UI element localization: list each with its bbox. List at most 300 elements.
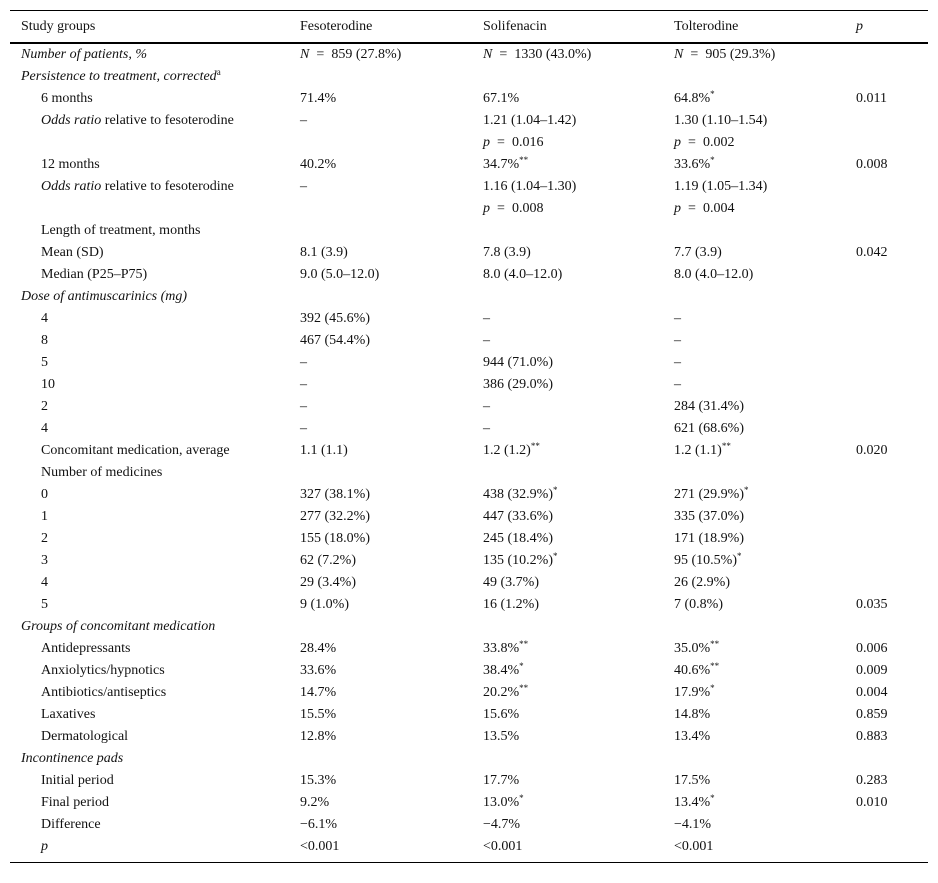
label-text: 1	[41, 509, 48, 524]
cell-text: 386 (29.0%)	[483, 377, 553, 392]
cell-text: 438 (32.9%)	[483, 487, 553, 502]
table-row	[10, 462, 928, 484]
label-text: 4	[41, 421, 48, 436]
value-cell	[663, 528, 845, 550]
value-cell	[663, 43, 845, 66]
value-cell	[663, 506, 845, 528]
significance-mark: **	[721, 441, 731, 451]
value-cell	[289, 418, 472, 440]
section-row	[10, 616, 928, 638]
value-cell	[289, 286, 472, 308]
row-label	[10, 440, 289, 462]
header-study-groups: Study groups	[10, 11, 289, 43]
value-cell	[663, 242, 845, 264]
table-header	[10, 11, 928, 43]
p-symbol: p	[483, 201, 490, 216]
value-cell	[289, 660, 472, 682]
table-row	[10, 682, 928, 704]
cell-text: 0.011	[856, 91, 887, 106]
value-cell	[663, 836, 845, 862]
cell-text: 28.4%	[300, 641, 337, 656]
equals-sign: =	[316, 47, 325, 62]
row-label	[10, 836, 289, 862]
cell-text: 7.8 (3.9)	[483, 245, 531, 260]
table-row	[10, 638, 928, 660]
cell-text: –	[674, 355, 681, 370]
significance-mark: *	[710, 683, 715, 693]
cell-text: −4.1%	[674, 817, 712, 832]
equals-sign: =	[499, 47, 508, 62]
p-value: 0.004	[703, 201, 735, 216]
value-cell	[472, 154, 663, 176]
value-cell	[472, 748, 663, 770]
significance-mark: *	[744, 485, 749, 495]
label-text: Concomitant medication, average	[41, 443, 230, 458]
cell-text: <0.001	[674, 839, 714, 854]
value-cell	[845, 484, 928, 506]
row-label	[10, 418, 289, 440]
cell-text: –	[300, 179, 307, 194]
label-text: 5	[41, 355, 48, 370]
n-symbol: N	[483, 47, 493, 62]
header-p: p	[845, 11, 928, 43]
cell-text: 467 (54.4%)	[300, 333, 370, 348]
value-cell	[289, 440, 472, 462]
value-cell	[472, 308, 663, 330]
n-value: 859 (27.8%)	[331, 47, 402, 62]
row-label	[10, 594, 289, 616]
value-cell	[845, 550, 928, 572]
cell-text: 1.16 (1.04–1.30)	[483, 179, 577, 194]
significance-mark: *	[553, 551, 558, 561]
cell-text: 62 (7.2%)	[300, 553, 356, 568]
value-cell	[663, 352, 845, 374]
row-label	[10, 638, 289, 660]
value-cell	[845, 110, 928, 132]
value-cell	[663, 154, 845, 176]
table-row	[10, 506, 928, 528]
table-row	[10, 220, 928, 242]
cell-text: –	[483, 311, 490, 326]
table-row	[10, 792, 928, 814]
value-cell	[289, 264, 472, 286]
equals-sign: =	[688, 201, 696, 216]
value-cell	[472, 572, 663, 594]
cell-text: 1.2 (1.2)	[483, 443, 531, 458]
value-cell	[663, 814, 845, 836]
table-row	[10, 572, 928, 594]
cell-text: 17.7%	[483, 773, 520, 788]
value-cell	[845, 264, 928, 286]
value-cell	[663, 308, 845, 330]
section-row	[10, 748, 928, 770]
value-cell	[663, 418, 845, 440]
value-cell	[845, 836, 928, 862]
cell-text: 1.21 (1.04–1.42)	[483, 113, 577, 128]
cell-text: 0.020	[856, 443, 888, 458]
value-cell	[663, 638, 845, 660]
cell-text: 155 (18.0%)	[300, 531, 370, 546]
row-label	[10, 154, 289, 176]
value-cell	[845, 506, 928, 528]
label-text: 10	[41, 377, 55, 392]
value-cell	[845, 88, 928, 110]
value-cell	[845, 770, 928, 792]
italic-term: Odds ratio	[41, 113, 102, 128]
cell-text: –	[300, 113, 307, 128]
value-cell	[845, 440, 928, 462]
table-row	[10, 330, 928, 352]
value-cell	[289, 330, 472, 352]
table-row	[10, 770, 928, 792]
cell-text: 0.042	[856, 245, 888, 260]
cell-text: 17.5%	[674, 773, 711, 788]
value-cell	[845, 220, 928, 242]
cell-text: 0.009	[856, 663, 888, 678]
significance-mark: **	[519, 155, 529, 165]
italic-term: Odds ratio	[41, 179, 102, 194]
value-cell	[472, 176, 663, 198]
value-cell	[289, 154, 472, 176]
value-cell	[845, 682, 928, 704]
value-cell	[663, 660, 845, 682]
significance-mark: *	[710, 89, 715, 99]
cell-text: 245 (18.4%)	[483, 531, 553, 546]
table-row	[10, 528, 928, 550]
value-cell	[289, 594, 472, 616]
table-row	[10, 264, 928, 286]
table-row	[10, 308, 928, 330]
cell-text: 26 (2.9%)	[674, 575, 730, 590]
value-cell	[845, 418, 928, 440]
table-row	[10, 176, 928, 198]
cell-text: 271 (29.9%)	[674, 487, 744, 502]
value-cell	[663, 396, 845, 418]
row-label	[10, 88, 289, 110]
cell-text: 171 (18.9%)	[674, 531, 744, 546]
cell-text: –	[483, 421, 490, 436]
value-cell	[472, 506, 663, 528]
cell-text: 64.8%	[674, 91, 711, 106]
n-symbol: N	[674, 47, 684, 62]
cell-text: <0.001	[483, 839, 523, 854]
label-text: Antibiotics/antiseptics	[41, 685, 167, 700]
row-label	[10, 330, 289, 352]
value-cell	[845, 286, 928, 308]
significance-mark: **	[519, 683, 529, 693]
value-cell	[663, 264, 845, 286]
n-symbol: N	[300, 47, 310, 62]
value-cell	[472, 242, 663, 264]
value-cell	[663, 66, 845, 88]
value-cell	[289, 506, 472, 528]
value-cell	[472, 110, 663, 132]
cell-text: 14.7%	[300, 685, 337, 700]
equals-sign: =	[497, 201, 505, 216]
significance-mark: **	[519, 639, 529, 649]
value-cell	[663, 572, 845, 594]
value-cell	[845, 66, 928, 88]
cell-text: –	[674, 311, 681, 326]
value-cell	[845, 528, 928, 550]
value-cell	[289, 220, 472, 242]
significance-mark: *	[737, 551, 742, 561]
cell-text: 621 (68.6%)	[674, 421, 744, 436]
cell-text: 0.283	[856, 773, 888, 788]
value-cell	[289, 43, 472, 66]
value-cell	[472, 550, 663, 572]
row-label	[10, 660, 289, 682]
value-cell	[472, 792, 663, 814]
cell-text: 20.2%	[483, 685, 520, 700]
value-cell	[289, 814, 472, 836]
results-table	[10, 11, 928, 862]
significance-mark: **	[710, 661, 720, 671]
significance-mark: *	[710, 793, 715, 803]
value-cell	[472, 43, 663, 66]
row-label	[10, 352, 289, 374]
cell-text: 95 (10.5%)	[674, 553, 737, 568]
cell-text: 7.7 (3.9)	[674, 245, 722, 260]
row-label	[10, 572, 289, 594]
value-cell	[472, 330, 663, 352]
value-cell	[663, 330, 845, 352]
label-text: Number of medicines	[41, 465, 163, 480]
p-symbol: p	[674, 201, 681, 216]
p-value: 0.002	[703, 135, 735, 150]
n-value: 905 (29.3%)	[705, 47, 776, 62]
cell-text: 17.9%	[674, 685, 711, 700]
table-row	[10, 594, 928, 616]
equals-sign: =	[497, 135, 505, 150]
table-row	[10, 836, 928, 862]
label-text: Antidepressants	[41, 641, 131, 656]
value-cell	[663, 88, 845, 110]
label-text: p	[41, 839, 48, 854]
value-cell	[845, 726, 928, 748]
table-row	[10, 110, 928, 132]
value-cell	[663, 704, 845, 726]
p-value: 0.016	[512, 135, 544, 150]
value-cell	[472, 770, 663, 792]
label-text: 2	[41, 399, 48, 414]
row-label	[10, 550, 289, 572]
label-text: 6 months	[41, 91, 93, 106]
equals-sign: =	[688, 135, 696, 150]
cell-text: 9.2%	[300, 795, 330, 810]
label-text: 5	[41, 597, 48, 612]
cell-text: –	[300, 421, 307, 436]
cell-text: 38.4%	[483, 663, 520, 678]
value-cell	[663, 220, 845, 242]
cell-text: 67.1%	[483, 91, 520, 106]
cell-text: 0.883	[856, 729, 888, 744]
value-cell	[289, 396, 472, 418]
cell-text: 0.008	[856, 157, 888, 172]
value-cell	[472, 374, 663, 396]
value-cell	[472, 594, 663, 616]
value-cell	[472, 814, 663, 836]
cell-text: 13.4%	[674, 795, 711, 810]
value-cell	[845, 176, 928, 198]
value-cell	[845, 638, 928, 660]
cell-text: 0.859	[856, 707, 888, 722]
value-cell	[472, 396, 663, 418]
table-row	[10, 550, 928, 572]
table-row	[10, 418, 928, 440]
cell-text: 8.0 (4.0–12.0)	[483, 267, 563, 282]
cell-text: 40.2%	[300, 157, 337, 172]
row-label	[10, 770, 289, 792]
value-cell	[289, 88, 472, 110]
table-row	[10, 396, 928, 418]
row-label	[10, 682, 289, 704]
label-rest: relative to fesoterodine	[101, 179, 234, 194]
cell-text: 15.5%	[300, 707, 337, 722]
row-label	[10, 704, 289, 726]
empty-cell	[845, 132, 928, 154]
table-row	[10, 704, 928, 726]
value-cell	[289, 704, 472, 726]
empty-cell	[845, 198, 928, 220]
cell-text: 15.3%	[300, 773, 337, 788]
cell-text: –	[483, 399, 490, 414]
cell-text: 447 (33.6%)	[483, 509, 553, 524]
p-symbol: p	[674, 135, 681, 150]
value-cell	[289, 792, 472, 814]
table-row	[10, 352, 928, 374]
cell-text: –	[674, 333, 681, 348]
cell-text: 0.006	[856, 641, 888, 656]
row-label	[10, 374, 289, 396]
row-label	[10, 748, 289, 770]
cell-text: 13.0%	[483, 795, 520, 810]
cell-text: 944 (71.0%)	[483, 355, 553, 370]
row-label	[10, 462, 289, 484]
label-text: Dermatological	[41, 729, 129, 744]
label-text: 4	[41, 311, 48, 326]
cell-text: 71.4%	[300, 91, 337, 106]
cell-text: 1.30 (1.10–1.54)	[674, 113, 768, 128]
significance-mark: *	[553, 485, 558, 495]
label-text: 3	[41, 553, 48, 568]
row-label	[10, 286, 289, 308]
label-text: Length of treatment, months	[41, 223, 201, 238]
empty-cell	[289, 198, 472, 220]
value-cell	[289, 110, 472, 132]
cell-text: 29 (3.4%)	[300, 575, 356, 590]
value-cell	[845, 308, 928, 330]
value-cell	[472, 286, 663, 308]
p-symbol: p	[483, 135, 490, 150]
value-cell	[289, 308, 472, 330]
value-cell	[663, 616, 845, 638]
value-cell	[289, 748, 472, 770]
label-text: 8	[41, 333, 48, 348]
label-text: Anxiolytics/hypnotics	[41, 663, 165, 678]
row-label	[10, 132, 289, 154]
value-cell	[472, 88, 663, 110]
value-cell	[289, 572, 472, 594]
label-text: Dose of antimuscarinics (mg)	[21, 289, 188, 304]
section-row	[10, 66, 928, 88]
table-row	[10, 484, 928, 506]
cell-text: 16 (1.2%)	[483, 597, 539, 612]
value-cell	[663, 594, 845, 616]
cell-text: 1.2 (1.1)	[674, 443, 722, 458]
cell-text: <0.001	[300, 839, 340, 854]
row-label	[10, 242, 289, 264]
cell-text: –	[300, 377, 307, 392]
cell-text: –	[300, 399, 307, 414]
cell-text: 15.6%	[483, 707, 520, 722]
value-cell	[289, 484, 472, 506]
value-cell	[845, 352, 928, 374]
label-text: 0	[41, 487, 48, 502]
row-label	[10, 814, 289, 836]
label-text: 12 months	[41, 157, 100, 172]
cell-text: 35.0%	[674, 641, 711, 656]
value-cell	[289, 242, 472, 264]
cell-text: 34.7%	[483, 157, 520, 172]
value-cell	[289, 66, 472, 88]
value-cell	[663, 682, 845, 704]
table-row	[10, 814, 928, 836]
value-cell	[845, 792, 928, 814]
cell-text: 13.5%	[483, 729, 520, 744]
value-cell	[663, 110, 845, 132]
value-cell	[845, 616, 928, 638]
cell-text: 7 (0.8%)	[674, 597, 723, 612]
table-body	[10, 43, 928, 862]
n-value: 1330 (43.0%)	[514, 47, 592, 62]
significance-mark: *	[710, 155, 715, 165]
row-label	[10, 110, 289, 132]
label-text: Incontinence pads	[21, 751, 124, 766]
value-cell	[663, 374, 845, 396]
value-cell	[289, 550, 472, 572]
value-cell	[845, 43, 928, 66]
value-cell	[289, 616, 472, 638]
header-solifenacin: Solifenacin	[472, 11, 663, 43]
table-row	[10, 88, 928, 110]
cell-text: 284 (31.4%)	[674, 399, 744, 414]
value-cell	[663, 176, 845, 198]
label-rest: relative to fesoterodine	[101, 113, 234, 128]
value-cell	[289, 176, 472, 198]
significance-mark: *	[519, 793, 524, 803]
value-cell	[472, 352, 663, 374]
cell-text: 12.8%	[300, 729, 337, 744]
value-cell	[663, 286, 845, 308]
cell-text: –	[674, 377, 681, 392]
value-cell	[845, 572, 928, 594]
cell-text: 327 (38.1%)	[300, 487, 370, 502]
significance-mark: *	[519, 661, 524, 671]
footnote-mark: a	[216, 67, 221, 77]
cell-text: 135 (10.2%)	[483, 553, 553, 568]
value-cell	[472, 660, 663, 682]
value-cell	[289, 462, 472, 484]
cell-text: 49 (3.7%)	[483, 575, 539, 590]
p-value-cell	[472, 132, 663, 154]
cell-text: −6.1%	[300, 817, 338, 832]
label-text: Groups of concomitant medication	[21, 619, 216, 634]
cell-text: 335 (37.0%)	[674, 509, 744, 524]
header-tolterodine: Tolterodine	[663, 11, 845, 43]
cell-text: 277 (32.2%)	[300, 509, 370, 524]
label-text: 4	[41, 575, 48, 590]
